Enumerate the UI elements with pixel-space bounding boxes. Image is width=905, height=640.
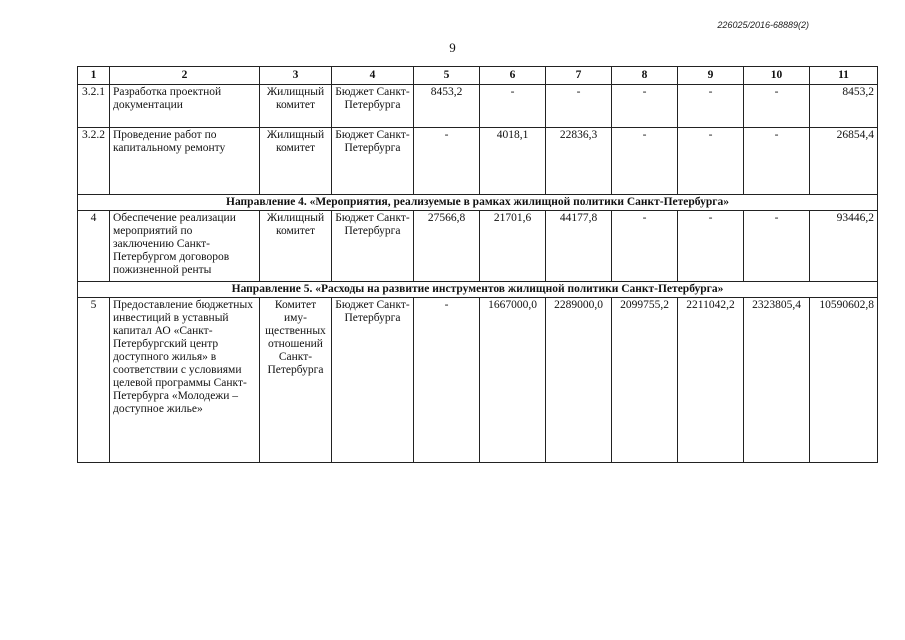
row-source: Бюджет Санкт-Петербурга	[332, 85, 414, 128]
table-row	[78, 128, 878, 195]
row-value: 2099755,2	[612, 298, 678, 463]
document-stamp: 226025/2016-68889(2)	[717, 20, 809, 30]
table-row	[78, 298, 878, 463]
row-value: 2211042,2	[678, 298, 744, 463]
row-value: 2323805,4	[744, 298, 810, 463]
row-executor: Жилищный комитет	[260, 85, 332, 128]
row-executor: Комитет иму-щественных отношений Санкт-Петербурга	[260, 298, 332, 463]
row-source: Бюджет Санкт-Петербурга	[332, 298, 414, 463]
program-table	[77, 66, 878, 463]
row-number: 4	[78, 211, 110, 282]
table-row	[78, 211, 878, 282]
row-value: 27566,8	[414, 211, 480, 282]
row-total: 93446,2	[810, 211, 878, 282]
row-total: 10590602,8	[810, 298, 878, 463]
row-value: -	[612, 85, 678, 128]
row-total: 26854,4	[810, 128, 878, 195]
row-value: 44177,8	[546, 211, 612, 282]
section-title: Направление 5. «Расходы на развитие инструментов жилищной политики Санкт-Петербурга»	[78, 282, 878, 298]
page-number: 9	[449, 40, 456, 55]
row-value: 4018,1	[480, 128, 546, 195]
row-value: 8453,2	[414, 85, 480, 128]
header-cell: 8	[612, 67, 678, 85]
row-value: -	[678, 211, 744, 282]
row-number: 3.2.1	[78, 85, 110, 128]
header-cell: 3	[260, 67, 332, 85]
section-title: Направление 4. «Мероприятия, реализуемые в рамках жилищной политики Санкт-Петербурга»	[78, 195, 878, 211]
header-cell: 5	[414, 67, 480, 85]
header-cell: 9	[678, 67, 744, 85]
row-value: -	[612, 128, 678, 195]
row-value: 1667000,0	[480, 298, 546, 463]
row-name: Разработка проектной документации	[110, 85, 260, 128]
table-row	[78, 85, 878, 128]
row-value: -	[744, 211, 810, 282]
row-executor: Жилищный комитет	[260, 128, 332, 195]
row-value: -	[612, 211, 678, 282]
row-name: Проведение работ по капитальному ремонту	[110, 128, 260, 195]
row-name: Обеспечение реализации мероприятий по заключению Санкт-Петербургом договоров пожизненной ренты	[110, 211, 260, 282]
header-cell: 4	[332, 67, 414, 85]
row-value: -	[744, 128, 810, 195]
row-value: 22836,3	[546, 128, 612, 195]
header-row	[78, 67, 878, 85]
row-value: -	[414, 128, 480, 195]
row-value: -	[744, 85, 810, 128]
header-cell: 10	[744, 67, 810, 85]
row-total: 8453,2	[810, 85, 878, 128]
row-value: -	[678, 128, 744, 195]
row-executor: Жилищный комитет	[260, 211, 332, 282]
row-value: -	[546, 85, 612, 128]
row-number: 3.2.2	[78, 128, 110, 195]
row-number: 5	[78, 298, 110, 463]
header-cell: 6	[480, 67, 546, 85]
section-row	[78, 282, 878, 298]
header-cell: 11	[810, 67, 878, 85]
row-value: -	[414, 298, 480, 463]
row-value: 2289000,0	[546, 298, 612, 463]
section-row	[78, 195, 878, 211]
row-name: Предоставление бюджетных инвестиций в уставный капитал АО «Санкт-Петербургский центр доступного жилья» в соответствии с условиями целевой программы Санкт-Петербурга «Молодежи – доступное жилье»	[110, 298, 260, 463]
row-source: Бюджет Санкт-Петербурга	[332, 211, 414, 282]
row-value: -	[480, 85, 546, 128]
row-source: Бюджет Санкт-Петербурга	[332, 128, 414, 195]
header-cell: 2	[110, 67, 260, 85]
header-cell: 7	[546, 67, 612, 85]
row-value: -	[678, 85, 744, 128]
row-value: 21701,6	[480, 211, 546, 282]
header-cell: 1	[78, 67, 110, 85]
